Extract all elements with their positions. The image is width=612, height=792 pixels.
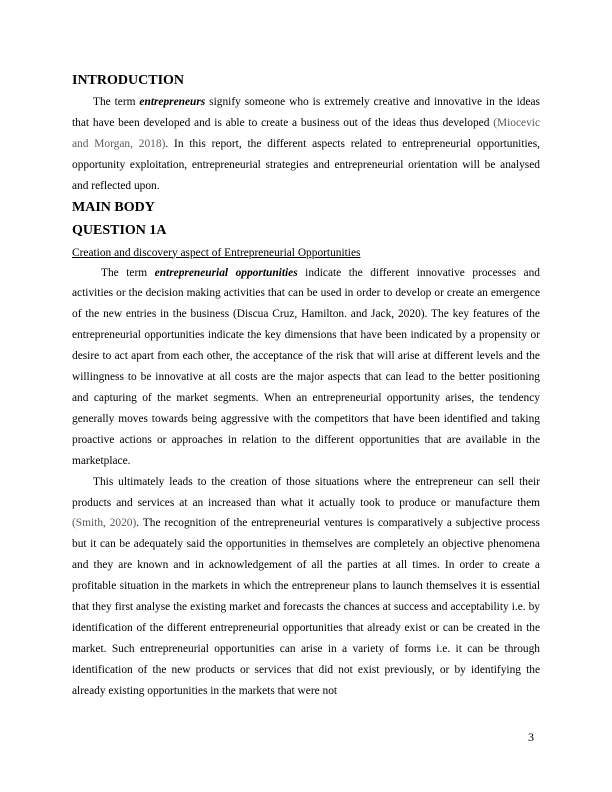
term-entrepreneurs: entrepreneurs (139, 96, 206, 108)
body-text-4: . The recognition of the entrepreneurial ventures is comparatively a subjective process but it can be adequately said the opportunities in themselves are completely an objective phenomena and they are known and in acknowledgement of all the parties at all times. In order to create a profitable situation in the markets in which the entrepreneur plans to launch themselves it is essential that they first analyse the existing market and forecasts the chances at success and acceptability i.e. by identification of the different entrepreneurial opportunities that already exist or can be created in the market. Such entrepreneurial opportunities can arise in a variety of forms i.e. it can be through identification of the new products or services that did not exist previously, or by identifying the already existing opportunities in the markets that were not (72, 517, 540, 697)
intro-paragraph (72, 92, 540, 197)
intro-text-3: . In this report, the different aspects related to entrepreneurial opportunities, opportunity exploitation, entrepreneurial strategies and entrepreneurial orientation will be analysed and reflected upon. (72, 137, 540, 192)
page-number: 3 (528, 730, 534, 744)
subheading: Creation and discovery aspect of Entrepreneurial Opportunities (72, 246, 361, 259)
intro-text-2: signify someone who is extremely creative and innovative in the ideas that have been developed and is able to create a business out of the ideas thus developed (72, 96, 540, 129)
page-content (72, 71, 540, 702)
introduction-heading: INTRODUCTION (72, 73, 185, 88)
body-citation: (Smith, 2020) (72, 517, 137, 530)
body-paragraph-1 (72, 263, 540, 472)
body-text-2: indicate the different innovative processes and activities or the decision making activities that can be used in order to develop or create an emergence of the new entries in the business (Discua Cruz, Hamilton. and Jack, 2020). The key features of the entrepreneurial opportunities indicate the key dimensions that have been indicated by a propensity or desire to act apart from each other, the acceptance of the risk that will arise at different levels and the willingness to be innovative at all costs are the major aspects that can lead to the better positioning and capturing of the market segments. When an entrepreneurial opportunity arises, the tendency generally moves towards being aggressive with the competitors that have been identified and taking proactive actions or approaches in relation to the different opportunities that are available in the marketplace. (72, 266, 540, 467)
body-paragraph-2 (72, 472, 540, 702)
intro-text-1: The term (93, 96, 140, 108)
main-body-heading: MAIN BODY (72, 199, 155, 215)
intro-citation: (Miocevic and Morgan, 2018) (72, 116, 540, 150)
question-heading: QUESTION 1A (72, 222, 167, 238)
term-entrepreneurial-opportunities: entrepreneurial opportunities (154, 266, 298, 279)
body-text-1: The term (101, 266, 155, 279)
body-text-3: This ultimately leads to the creation of those situations where the entrepreneur can sell their products and services at an increased than what it actually took to produce or manufacture them (72, 475, 540, 509)
